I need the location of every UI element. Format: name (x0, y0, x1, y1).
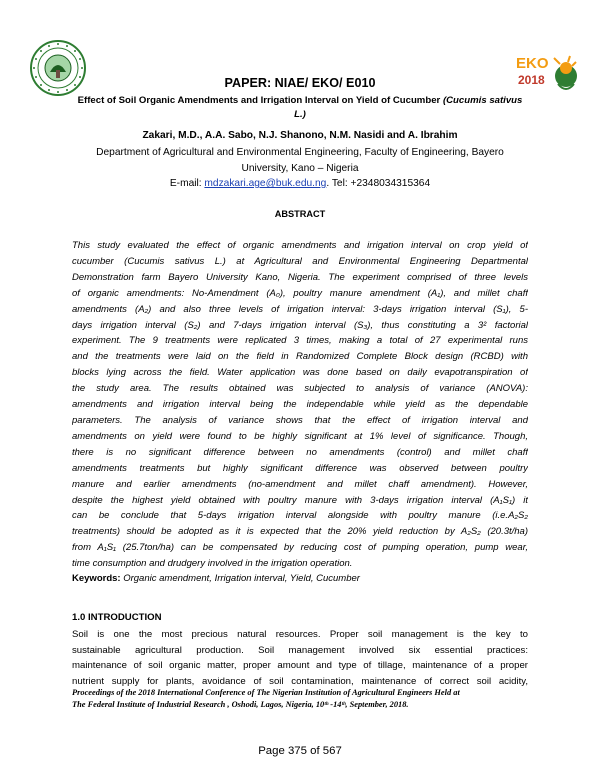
abstract-line: amendments (A₂) and also three levels of irrigation interval: 3-days irrigation interval (S₁), 5- (72, 303, 528, 315)
proceedings-line: The Federal Institute of Industrial Research , Oshodi, Lagos, Nigeria, 10ᵗʰ -14ᵗʰ, September, 2018. (72, 700, 409, 709)
abstract-line: experiment. The 9 treatments were replicated 3 times, making a total of 27 experimental runs (72, 335, 528, 347)
abstract-line: amendments treatments but highly significant difference was observed between poultry (72, 462, 528, 474)
abstract-line: from A₁S₁ (25.7ton/ha) can be compensated by reducing cost of pumping operation, pump wear, (72, 542, 528, 554)
abstract-line: the study area. The results obtained was subjected to analysis of variance (ANOVA): (72, 383, 528, 395)
intro-line: sustainable agricultural production. Soil management involved six essential practices: (72, 644, 528, 656)
telephone: . Tel: +2348034315364 (326, 178, 431, 189)
abstract-line: treatments) should be adopted as it is expected that the 20% yield reduction by A₂S₂ (20.3t/ha) (72, 526, 528, 538)
eko-logo-year: 2018 (518, 73, 545, 87)
paper-id: PAPER: NIAE/ EKO/ E010 (224, 76, 376, 90)
authors: Zakari, M.D., A.A. Sabo, N.J. Shanono, N.M. Nasidi and A. Ibrahim (142, 130, 458, 141)
niae-seal-logo (30, 40, 86, 96)
abstract-line: manure and earlier amendments (no-amendment and millet chaff amendment). However, (72, 478, 528, 490)
affiliation-line: University, Kano – Nigeria (241, 163, 359, 174)
intro-line: maintenance of soil organic matter, proper amount and type of tillage, maintenance of a proper (72, 660, 528, 672)
eko-logo-text: EKO (516, 55, 549, 72)
abstract-line: days irrigation interval (S₂) and 7-days irrigation interval (S₃), thus constituting a 3² factorial (72, 319, 528, 331)
abstract-line: of organic amendments: No-Amendment (A₀), poultry manure amendment (A₁), and millet chaff (72, 287, 528, 299)
abstract-line: amendments and irrigation interval being the independable while yield as the dependable (72, 399, 528, 411)
affiliation-line: Department of Agricultural and Environmental Engineering, Faculty of Engineering, Bayero (96, 147, 504, 158)
abstract-body (72, 238, 528, 572)
title-scientific-name: (Cucumis sativus L.) (294, 95, 523, 120)
keywords-label: Keywords: (72, 573, 121, 584)
proceedings-footer (72, 687, 528, 711)
email-label: E-mail: (169, 178, 205, 189)
abstract-line: there is no significant difference between no amendments (control) and millet chaff (72, 446, 528, 458)
eko-2018-logo (514, 46, 580, 98)
page-number: Page 375 of 567 (258, 745, 342, 757)
affiliation (60, 145, 540, 177)
abstract-line: and the treatments were laid on the field in Randomized Complete Block design (RCBD) with (72, 351, 528, 363)
intro-line: Soil is one the most precious natural resources. Proper soil management is the key to (72, 629, 528, 640)
introduction-heading: 1.0 INTRODUCTION (72, 612, 162, 623)
abstract-line: Demonstration farm Bayero University Kano, Nigeria. The experiment comprised of three levels (72, 271, 528, 283)
abstract-line: despite the highest yield obtained with poultry manure with 3-days irrigation interval (A₁S₁) it (72, 494, 528, 506)
introduction-body (72, 627, 528, 689)
intro-line: nutrient supply for plants, avoidance of soil contamination, maintenance of correct soil acidity, (72, 675, 528, 687)
email-link[interactable]: mdzakari.age@buk.edu.ng (204, 178, 327, 189)
paper-title (72, 94, 528, 122)
abstract-line: time consumption and drudgery involved in the irrigation operation. (72, 558, 353, 570)
abstract-line: cucumber (Cucumis sativus L.) at Agricultural and Environmental Engineering Departmental (72, 255, 528, 267)
abstract-heading: ABSTRACT (274, 209, 326, 219)
proceedings-line: Proceedings of the 2018 International Conference of The Nigerian Institution of Agricultural Engineers Held at (72, 688, 460, 697)
abstract-line: amendments on yield were found to be highly significant at 1% level of significance. Though, (72, 430, 528, 442)
eko-logo-icon (514, 46, 580, 98)
abstract-line: parameters. The analysis of variance shows that the effect of irrigation interval and (72, 414, 528, 426)
abstract-line: blocks lying across the field. Water application was done based on daily evapotranspiration of (72, 367, 528, 379)
contact-info (60, 178, 540, 189)
title-main: Effect of Soil Organic Amendments and Irrigation Interval on Yield of Cucumber (77, 95, 443, 106)
keywords (72, 573, 528, 584)
abstract-line: can be conclude that 5-days irrigation interval alongside with poultry manure (i.e.A₂S₂ (72, 510, 528, 522)
abstract-line: This study evaluated the effect of organic amendments and irrigation interval on crop yield of (72, 240, 528, 251)
seal-icon (30, 40, 86, 96)
keywords-text: Organic amendment, Irrigation interval, Yield, Cucumber (120, 573, 360, 584)
